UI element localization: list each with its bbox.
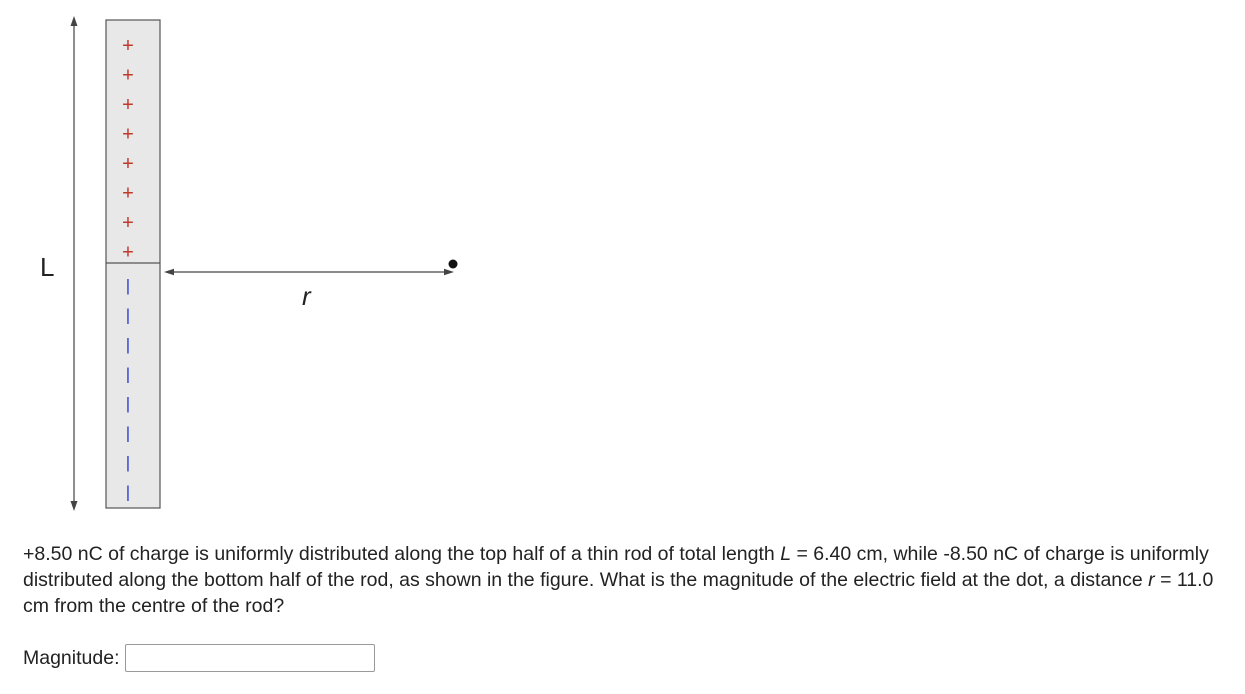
positive-charge-sign: + bbox=[122, 153, 134, 175]
length-label: L bbox=[40, 252, 55, 282]
field-point-dot bbox=[449, 260, 458, 269]
negative-charge-sign: | bbox=[125, 453, 131, 472]
positive-charge-sign: + bbox=[122, 241, 134, 264]
magnitude-input[interactable] bbox=[125, 644, 375, 672]
positive-charge-sign: + bbox=[122, 94, 134, 116]
positive-charge-sign: + bbox=[122, 35, 134, 57]
positive-charge-sign: + bbox=[122, 123, 134, 146]
negative-charge-sign: | bbox=[125, 335, 131, 354]
negative-charge-sign: | bbox=[125, 276, 131, 295]
negative-charge-sign: | bbox=[125, 305, 131, 325]
answer-row bbox=[23, 642, 375, 674]
question-part-1: +8.50 nC of charge is uniformly distributed along the top half of a thin rod of total length bbox=[23, 543, 781, 565]
question-part-2: = 6.40 cm, while -8.50 nC of charge is uniformly distributed along the bottom half of the rod, as shown in the figure. What is the magnitude of the electric field at the dot, a distance bbox=[23, 543, 1209, 591]
negative-charge-sign: | bbox=[125, 423, 131, 443]
question-part-3: = 11.0 cm from the centre of the rod? bbox=[23, 569, 1214, 617]
positive-charge-sign: + bbox=[122, 182, 134, 205]
negative-charge-sign: | bbox=[125, 364, 131, 384]
question-text bbox=[23, 541, 1241, 619]
question-var-distance: r bbox=[1148, 569, 1155, 591]
distance-arrow bbox=[164, 269, 454, 275]
negative-charge-sign: | bbox=[125, 482, 131, 502]
rod-diagram bbox=[0, 0, 560, 530]
length-arrow bbox=[71, 16, 78, 511]
magnitude-label: Magnitude: bbox=[23, 646, 120, 669]
distance-label: r bbox=[302, 281, 311, 311]
positive-charge-sign: + bbox=[122, 64, 134, 87]
negative-charge-sign: | bbox=[125, 394, 131, 413]
positive-charge-sign: + bbox=[122, 212, 134, 234]
question-var-length: L bbox=[780, 543, 792, 565]
